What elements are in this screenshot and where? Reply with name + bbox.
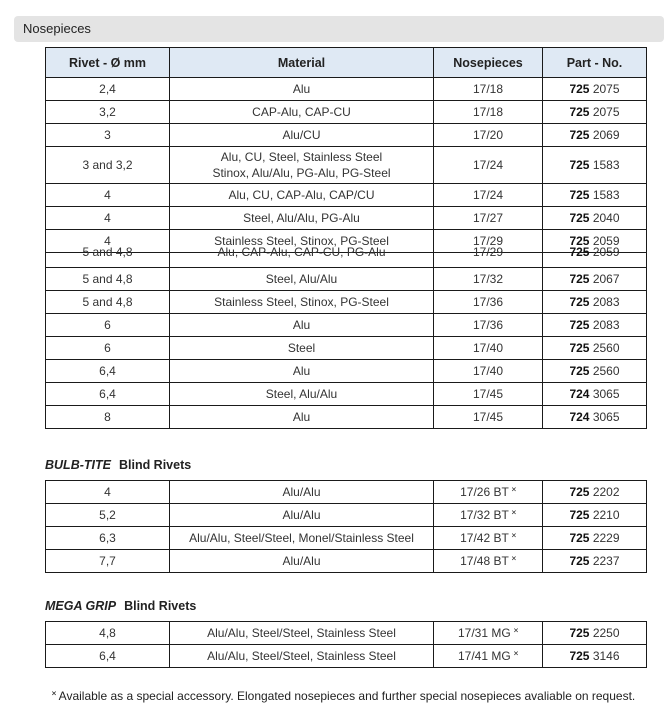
nosepiece-cell: 17/26 BT ˟ bbox=[434, 481, 543, 504]
part-no-cell bbox=[543, 147, 647, 184]
part-prefix: 725 bbox=[569, 128, 590, 142]
material-cell: Alu/Alu, Steel/Steel, Monel/Stainless Steel bbox=[170, 527, 434, 550]
table-row bbox=[46, 291, 647, 314]
nosepiece-text: 17/29 bbox=[472, 245, 504, 259]
part-prefix: 725 bbox=[569, 211, 590, 225]
table-row bbox=[46, 645, 647, 668]
material-cell: Alu/Alu bbox=[170, 550, 434, 573]
material-cell: Alu bbox=[170, 314, 434, 337]
header-rivet: Rivet - Ø mm bbox=[46, 48, 170, 78]
part-no-cell bbox=[543, 291, 647, 314]
part-no-cell bbox=[543, 101, 647, 124]
part-suffix: 2202 bbox=[592, 485, 620, 499]
table-row bbox=[46, 337, 647, 360]
mega-grip-label: Blind Rivets bbox=[124, 599, 197, 613]
part-prefix: 725 bbox=[569, 341, 590, 355]
material-cell: Alu/Alu, Steel/Steel, Stainless Steel bbox=[170, 622, 434, 645]
part-prefix: 724 bbox=[569, 410, 590, 424]
nosepiece-cell: 17/31 MG ˟ bbox=[434, 622, 543, 645]
rivet-cell bbox=[46, 245, 170, 268]
nosepiece-cell: 17/36 bbox=[434, 291, 543, 314]
material-cell: Steel, Alu/Alu bbox=[170, 268, 434, 291]
footnote: ˟ Available as a special accessory. Elongated nosepieces and further special nosepieces avaliable on request. bbox=[52, 689, 636, 703]
part-suffix: 2040 bbox=[592, 211, 620, 225]
material-cell: Stainless Steel, Stinox, PG-Steel bbox=[170, 230, 434, 253]
section-header: Nosepieces bbox=[14, 16, 664, 42]
part-prefix: 725 bbox=[569, 649, 590, 663]
part-no-cell bbox=[543, 360, 647, 383]
nosepiece-cell: 17/48 BT ˟ bbox=[434, 550, 543, 573]
nosepiece-cell: 17/40 bbox=[434, 337, 543, 360]
rivet-cell: 4,8 bbox=[46, 622, 170, 645]
part-prefix: 725 bbox=[569, 188, 590, 202]
rivet-cell: 6,3 bbox=[46, 527, 170, 550]
part-no-cell bbox=[543, 622, 647, 645]
part-suffix: 2075 bbox=[592, 105, 620, 119]
material-cell: Alu/Alu, Steel/Steel, Stainless Steel bbox=[170, 645, 434, 668]
part-no-cell bbox=[543, 184, 647, 207]
part-prefix: 725 bbox=[569, 318, 590, 332]
material-cell: Steel bbox=[170, 337, 434, 360]
table-row bbox=[46, 504, 647, 527]
nosepiece-cell: 17/42 BT ˟ bbox=[434, 527, 543, 550]
material-cell bbox=[170, 147, 434, 184]
rivet-cell: 6,4 bbox=[46, 360, 170, 383]
rivet-cell: 5,2 bbox=[46, 504, 170, 527]
rivet-cell: 4 bbox=[46, 184, 170, 207]
table-row bbox=[46, 268, 647, 291]
table-row bbox=[46, 481, 647, 504]
material-cell: Steel, Alu/Alu bbox=[170, 383, 434, 406]
bulb-tite-brand: BULB-TITE bbox=[45, 458, 111, 472]
material-text: Alu, CAP-Alu, CAP-CU, PG-Alu bbox=[217, 245, 386, 259]
rivet-cell: 6,4 bbox=[46, 645, 170, 668]
part-suffix: 2083 bbox=[592, 295, 620, 309]
part-prefix: 725 bbox=[569, 158, 590, 172]
part-no-cell bbox=[543, 504, 647, 527]
bulb-tite-title bbox=[45, 458, 191, 472]
table-row bbox=[46, 101, 647, 124]
part-prefix: 725 bbox=[569, 508, 590, 522]
material-cell bbox=[170, 245, 434, 268]
rivet-cell: 7,7 bbox=[46, 550, 170, 573]
part-prefix: 725 bbox=[569, 626, 590, 640]
part-suffix: 2075 bbox=[592, 82, 620, 96]
mega-grip-title bbox=[45, 599, 196, 613]
part-no-cell bbox=[543, 268, 647, 291]
nosepiece-cell: 17/45 bbox=[434, 406, 543, 429]
header-part-no: Part - No. bbox=[543, 48, 647, 78]
part-prefix: 724 bbox=[569, 387, 590, 401]
rivet-cell: 6 bbox=[46, 337, 170, 360]
part-suffix: 2229 bbox=[592, 531, 620, 545]
nosepiece-cell: 17/32 BT ˟ bbox=[434, 504, 543, 527]
table-row bbox=[46, 527, 647, 550]
part-suffix: 2210 bbox=[592, 508, 620, 522]
part-prefix: 725 bbox=[569, 82, 590, 96]
part-no-cell bbox=[543, 406, 647, 429]
part-suffix: 1583 bbox=[592, 188, 620, 202]
table-row bbox=[46, 622, 647, 645]
bulb-tite-label: Blind Rivets bbox=[118, 458, 192, 472]
part-no-cell bbox=[543, 207, 647, 230]
part-prefix: 725 bbox=[569, 272, 590, 286]
part-no-cell bbox=[543, 481, 647, 504]
table-row bbox=[46, 147, 647, 184]
table-row bbox=[46, 383, 647, 406]
part-prefix: 725 bbox=[569, 105, 590, 119]
material-line-1: Alu, CU, Steel, Stainless Steel bbox=[220, 150, 383, 164]
header-nosepieces: Nosepieces bbox=[434, 48, 543, 78]
material-cell: Alu, CU, CAP-Alu, CAP/CU bbox=[170, 184, 434, 207]
part-no-cell bbox=[543, 245, 647, 268]
material-cell: Alu bbox=[170, 360, 434, 383]
part-prefix: 725 bbox=[569, 531, 590, 545]
table-row bbox=[46, 550, 647, 573]
rivet-cell: 2,4 bbox=[46, 78, 170, 101]
nosepiece-cell: 17/36 bbox=[434, 314, 543, 337]
part-suffix: 1583 bbox=[592, 158, 620, 172]
nosepieces-table bbox=[45, 47, 647, 429]
material-cell: Alu bbox=[170, 406, 434, 429]
part-no-cell bbox=[543, 314, 647, 337]
nosepiece-cell: 17/18 bbox=[434, 78, 543, 101]
table-row bbox=[46, 360, 647, 383]
table-row-clipped bbox=[46, 253, 647, 268]
nosepiece-cell: 17/18 bbox=[434, 101, 543, 124]
material-cell: Alu/Alu bbox=[170, 504, 434, 527]
table-row bbox=[46, 406, 647, 429]
material-cell: CAP-Alu, CAP-CU bbox=[170, 101, 434, 124]
rivet-cell: 8 bbox=[46, 406, 170, 429]
part-suffix: 2560 bbox=[592, 341, 620, 355]
part-suffix: 2083 bbox=[592, 318, 620, 332]
part-no-cell bbox=[543, 337, 647, 360]
rivet-cell: 6,4 bbox=[46, 383, 170, 406]
table-row bbox=[46, 184, 647, 207]
part-suffix: 2250 bbox=[592, 626, 620, 640]
part-no-cell bbox=[543, 78, 647, 101]
part-suffix: 2059 bbox=[592, 245, 620, 259]
rivet-cell: 3 and 3,2 bbox=[46, 147, 170, 184]
part-suffix: 2237 bbox=[592, 554, 620, 568]
nosepiece-cell: 17/27 bbox=[434, 207, 543, 230]
part-no-cell bbox=[543, 527, 647, 550]
rivet-cell: 3,2 bbox=[46, 101, 170, 124]
rivet-cell: 5 and 4,8 bbox=[46, 291, 170, 314]
material-cell: Alu bbox=[170, 78, 434, 101]
header-material: Material bbox=[170, 48, 434, 78]
part-prefix: 725 bbox=[569, 245, 590, 259]
nosepiece-cell: 17/45 bbox=[434, 383, 543, 406]
part-no-cell bbox=[543, 383, 647, 406]
part-suffix: 3146 bbox=[592, 649, 620, 663]
material-cell: Stainless Steel, Stinox, PG-Steel bbox=[170, 291, 434, 314]
rivet-cell: 4 bbox=[46, 207, 170, 230]
part-suffix: 2560 bbox=[592, 364, 620, 378]
part-suffix: 3065 bbox=[592, 387, 620, 401]
nosepiece-cell: 17/41 MG ˟ bbox=[434, 645, 543, 668]
part-prefix: 725 bbox=[569, 295, 590, 309]
part-no-cell bbox=[543, 645, 647, 668]
table-row bbox=[46, 78, 647, 101]
rivet-cell: 4 bbox=[46, 230, 170, 253]
part-no-cell bbox=[543, 124, 647, 147]
material-cell: Alu/CU bbox=[170, 124, 434, 147]
bulb-tite-table bbox=[45, 480, 647, 573]
part-suffix: 2067 bbox=[592, 272, 620, 286]
rivet-text: 5 and 4,8 bbox=[82, 245, 133, 259]
material-line-2: Stinox, Alu/Alu, PG-Alu, PG-Steel bbox=[212, 166, 391, 180]
table-row bbox=[46, 207, 647, 230]
part-no-cell bbox=[543, 550, 647, 573]
material-cell: Steel, Alu/Alu, PG-Alu bbox=[170, 207, 434, 230]
rivet-cell: 4 bbox=[46, 481, 170, 504]
table-header-row bbox=[46, 48, 647, 78]
nosepiece-cell: 17/40 bbox=[434, 360, 543, 383]
rivet-cell: 5 and 4,8 bbox=[46, 268, 170, 291]
part-prefix: 725 bbox=[569, 364, 590, 378]
nosepiece-cell: 17/29 bbox=[434, 230, 543, 253]
nosepiece-cell: 17/32 bbox=[434, 268, 543, 291]
part-suffix: 3065 bbox=[592, 410, 620, 424]
part-suffix: 2069 bbox=[592, 128, 620, 142]
nosepiece-cell: 17/20 bbox=[434, 124, 543, 147]
rivet-cell: 3 bbox=[46, 124, 170, 147]
rivet-cell: 6 bbox=[46, 314, 170, 337]
part-prefix: 725 bbox=[569, 485, 590, 499]
nosepiece-cell: 17/24 bbox=[434, 184, 543, 207]
part-no-text bbox=[543, 245, 646, 259]
part-suffix: 2059 bbox=[592, 234, 620, 248]
part-prefix: 725 bbox=[569, 554, 590, 568]
material-cell: Alu/Alu bbox=[170, 481, 434, 504]
nosepiece-cell: 17/24 bbox=[434, 147, 543, 184]
table-row bbox=[46, 314, 647, 337]
mega-grip-table bbox=[45, 621, 647, 668]
table-row bbox=[46, 124, 647, 147]
part-prefix: 725 bbox=[569, 234, 590, 248]
mega-grip-brand: MEGA GRIP bbox=[45, 599, 117, 613]
nosepiece-cell bbox=[434, 245, 543, 268]
